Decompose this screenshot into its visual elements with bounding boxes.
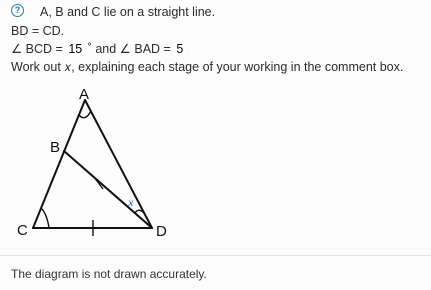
angle-bad-prefix: ˚ and ∠ BAD = — [84, 42, 175, 56]
triangle-diagram — [0, 78, 431, 253]
line-a-c — [33, 100, 85, 228]
footer-divider — [0, 255, 431, 256]
label-d: D — [156, 223, 167, 240]
label-a: A — [79, 86, 90, 103]
help-icon[interactable]: ? — [11, 4, 24, 17]
diagram-accuracy-note: The diagram is not drawn accurately. — [11, 267, 207, 281]
angle-bcd-prefix: ∠ BCD = — [11, 42, 67, 56]
angle-bcd-arc — [41, 208, 49, 228]
line-b-d — [64, 151, 152, 228]
problem-statement: A, B and C lie on a straight line. — [40, 5, 216, 19]
given-angles — [11, 41, 185, 56]
line-a-d — [85, 100, 152, 228]
angle-bcd-value: 15 — [68, 42, 83, 56]
given-bd-equals-cd: BD = CD. — [11, 24, 65, 38]
label-c: C — [17, 222, 28, 239]
label-b: B — [50, 139, 61, 156]
angle-x-label: x — [128, 195, 134, 209]
angle-bad-value: 5 — [176, 42, 184, 56]
instruction-text: Work out 𝑥, explaining each stage of your working in the comment box. — [11, 60, 404, 74]
